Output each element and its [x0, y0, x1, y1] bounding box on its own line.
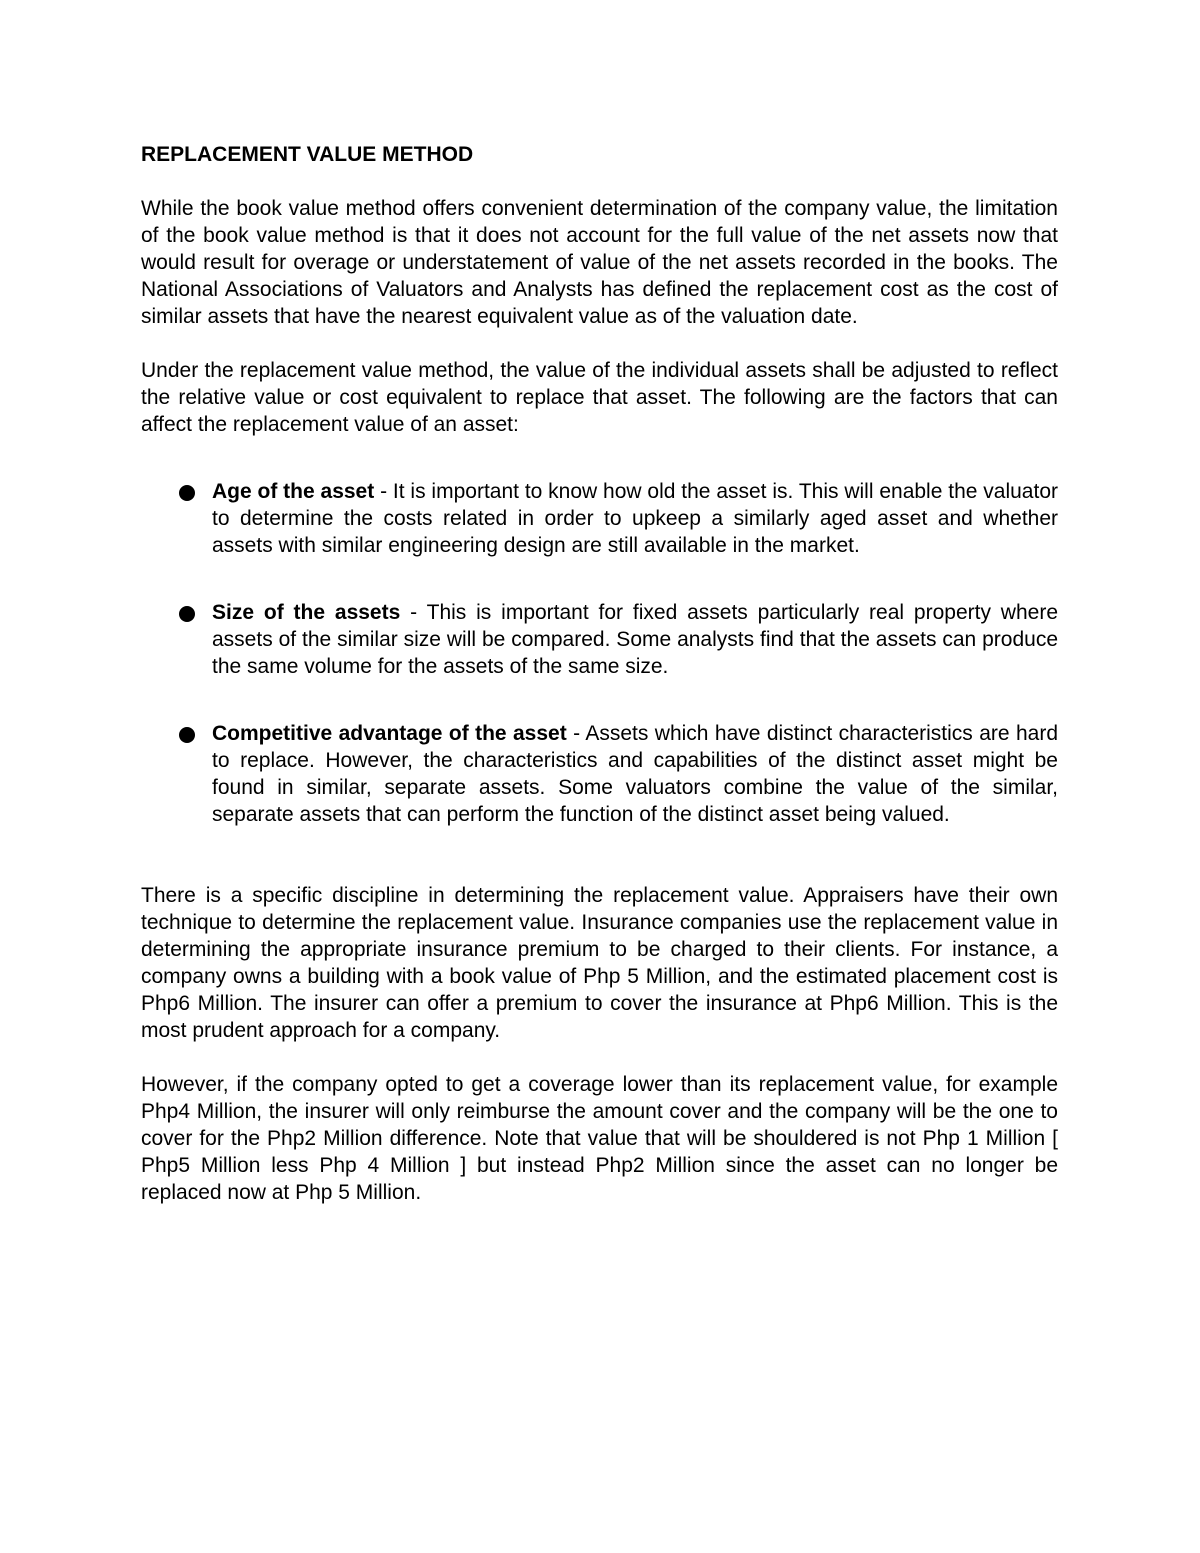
intro-paragraph: While the book value method offers convenient determination of the company value, the limitation of the book value method is that it does not account for the full value of the net assets now that would result for overage or understatement of value of the net assets recorded in the books. The National Associations of Valuators and Analysts has defined the replacement cost as the cost of similar assets that have the nearest equivalent value as of the valuation date.	[141, 197, 1058, 328]
document-page	[141, 141, 1058, 1233]
bullet-text: - This is important for fixed assets particularly real property where assets of the similar size will be compared. Some analysts find that the assets can produce the same volume for the assets of the same size.	[212, 601, 1059, 678]
document-title: REPLACEMENT VALUE METHOD	[141, 143, 474, 166]
factors-list	[141, 478, 1058, 828]
bullet-icon	[179, 606, 195, 622]
bullet-text: - Assets which have distinct characteristics are hard to replace. However, the characteristics and capabilities of the distinct asset might be found in similar, separate assets. Some valuators combine the value of the similar, separate assets that can perform the function of the distinct asset being valued.	[212, 722, 1058, 826]
insurance-paragraph: There is a specific discipline in determining the replacement value. Appraisers have their own technique to determine the replacement value. Insurance companies use the replacement value in determining the appropriate insurance premium to be charged to their clients. For instance, a company owns a building with a book value of Php 5 Million, and the estimated placement cost is Php6 Million. The insurer can offer a premium to cover the insurance at Php6 Million. This is the most prudent approach for a company.	[141, 884, 1058, 1042]
coverage-paragraph: However, if the company opted to get a coverage lower than its replacement value, for example Php4 Million, the insurer will only reimburse the amount cover and the company will be the one to cover for the Php2 Million difference. Note that value that will be shouldered is not Php 1 Million [ Php5 Million less Php 4 Million ] but instead Php2 Million since the asset can no longer be replaced now at Php 5 Million.	[141, 1073, 1058, 1204]
factors-paragraph: Under the replacement value method, the value of the individual assets shall be adjusted to reflect the relative value or cost equivalent to replace that asset. The following are the factors that can affect the replacement value of an asset:	[141, 359, 1058, 436]
bullet-term: Competitive advantage of the asset	[212, 722, 567, 745]
bullet-term: Size of the assets	[212, 601, 401, 624]
list-item	[141, 478, 1058, 559]
bullet-icon	[179, 485, 195, 501]
list-item	[141, 599, 1058, 680]
bullet-text: - It is important to know how old the asset is. This will enable the valuator to determine the costs related in order to upkeep a similarly aged asset and whether assets with similar engineering design are still available in the market.	[212, 480, 1058, 557]
bullet-term: Age of the asset	[212, 480, 375, 503]
list-item	[141, 720, 1058, 828]
bullet-icon	[179, 727, 195, 743]
